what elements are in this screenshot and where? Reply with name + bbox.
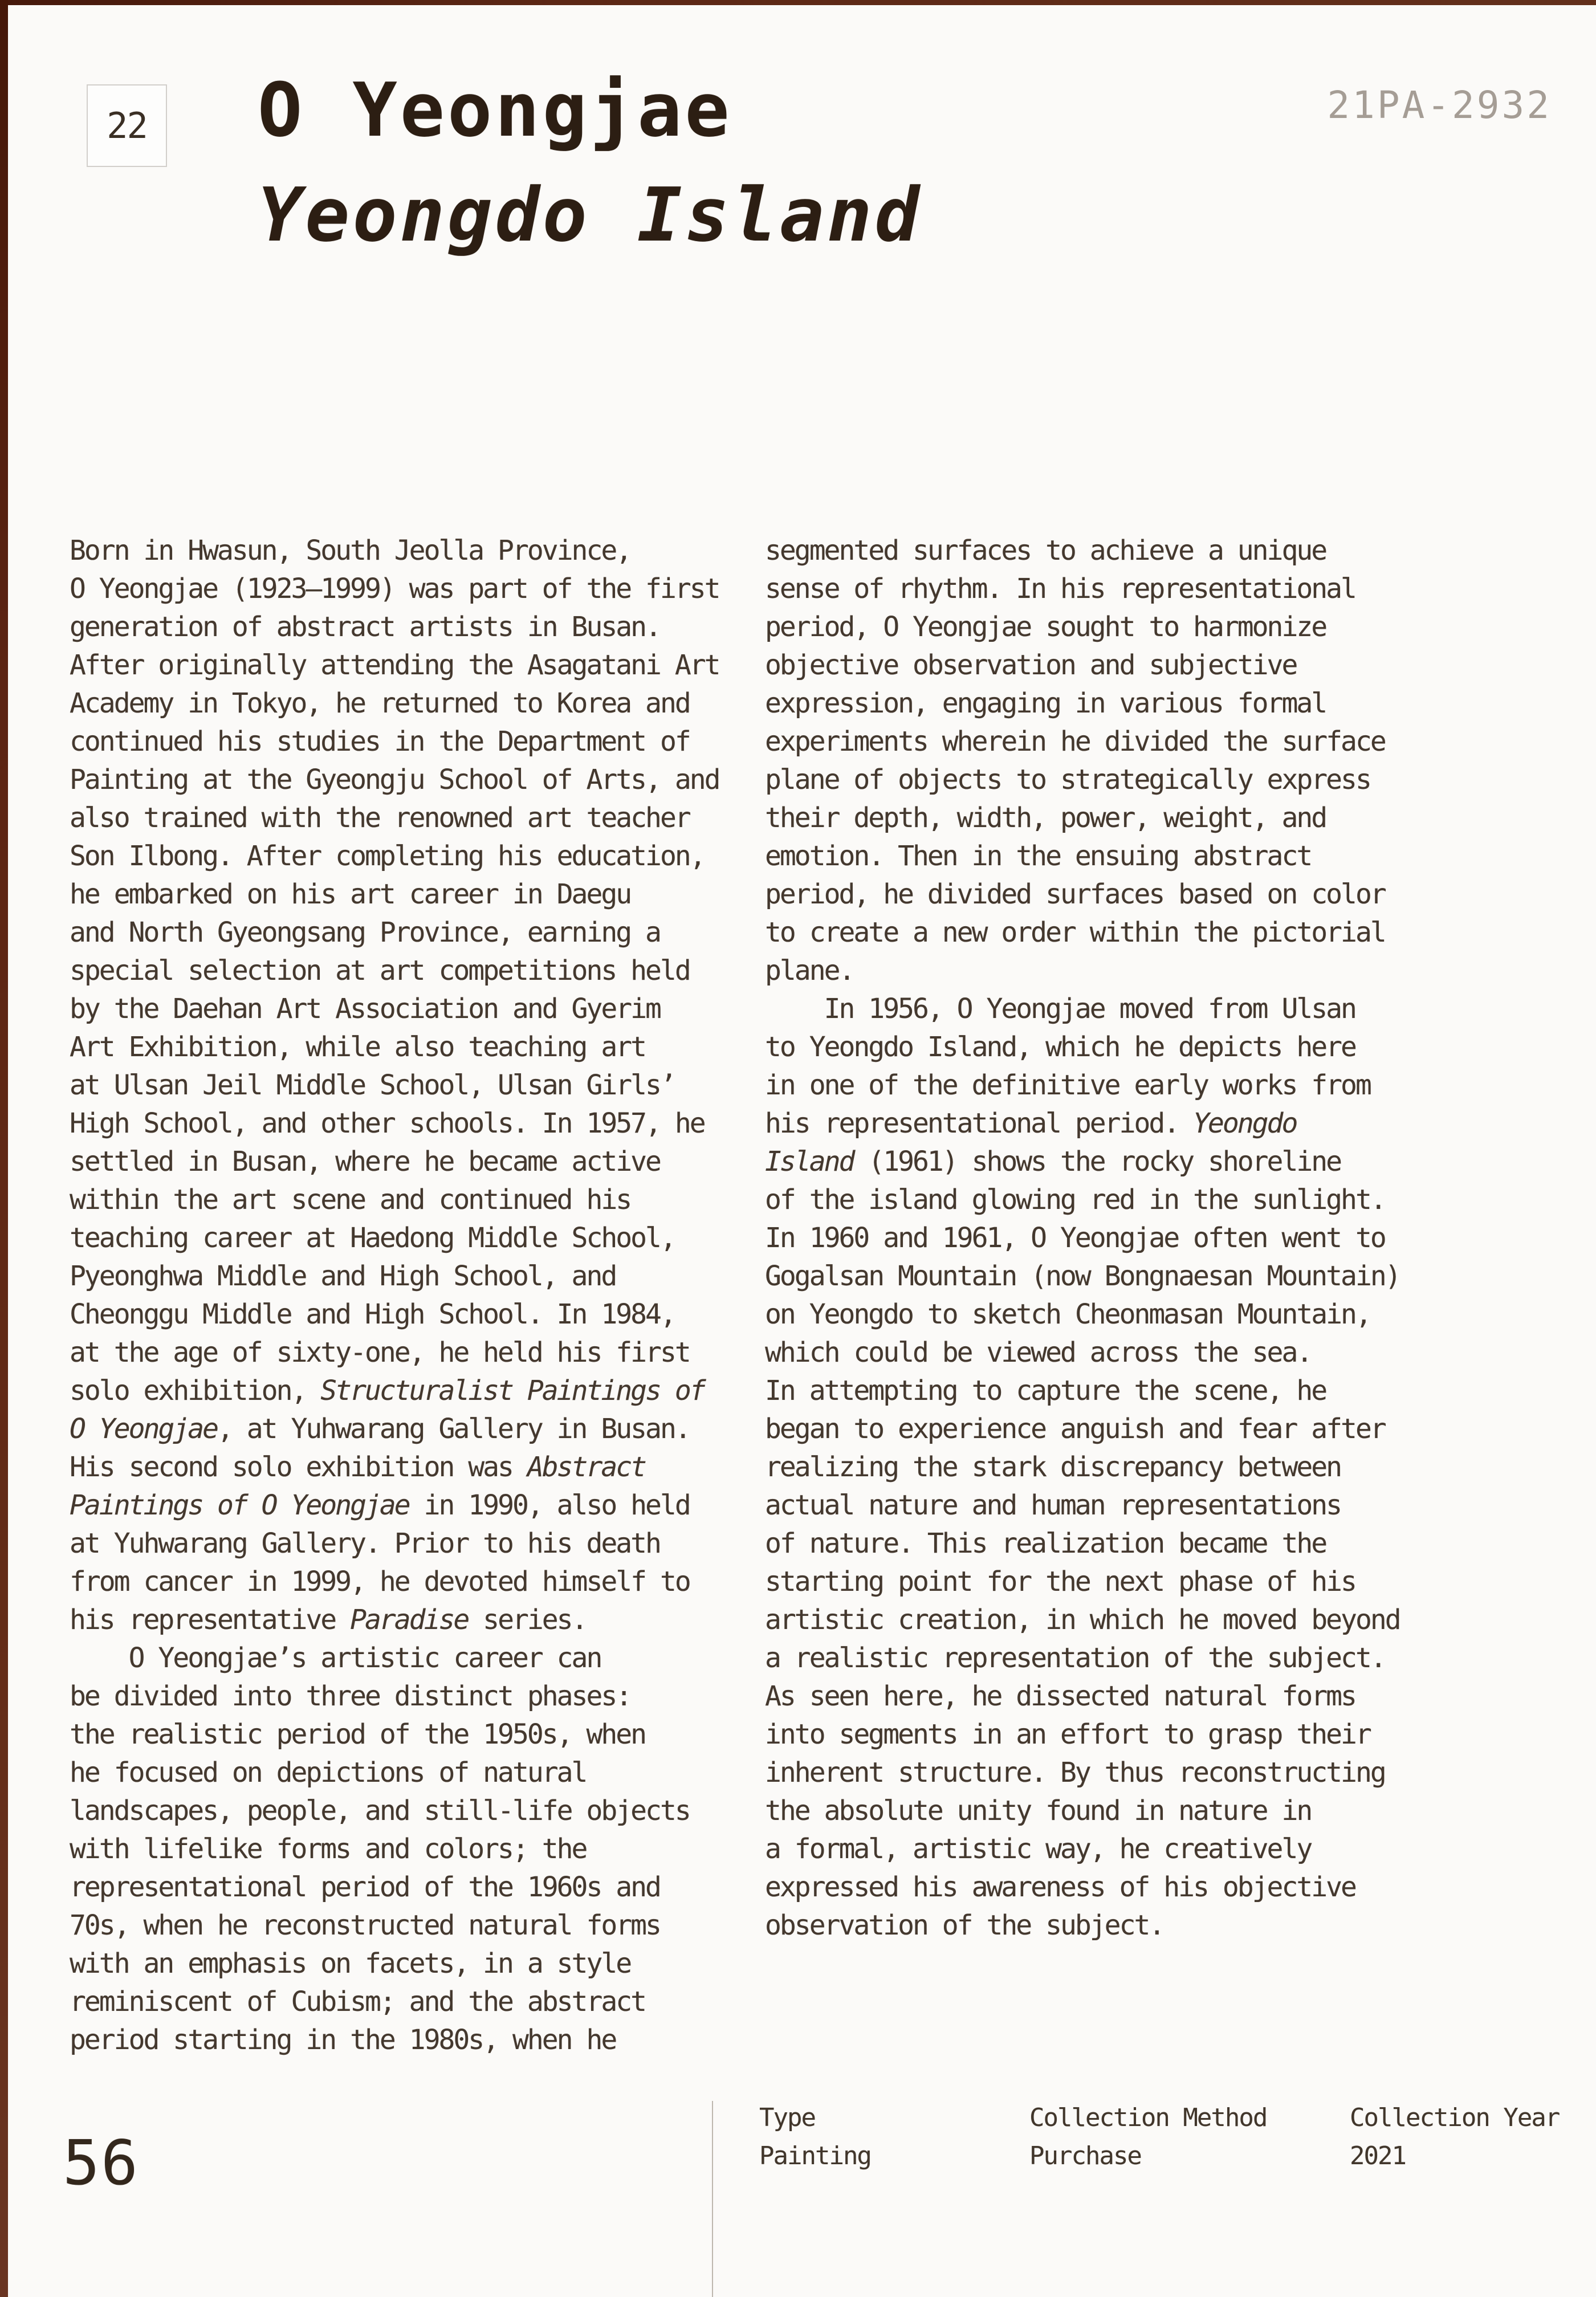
essay-line: Son Ilbong. After completing his education, — [70, 840, 705, 872]
essay-line: and North Gyeongsang Province, earning a — [70, 917, 660, 948]
essay-line: on Yeongdo to sketch Cheonmasan Mountain, — [765, 1298, 1370, 1330]
essay-line: After originally attending the Asagatani Art — [70, 649, 719, 681]
footer-metadata — [759, 2099, 1559, 2175]
meta-value: 2021 — [1350, 2141, 1406, 2170]
essay-line: period starting in the 1980s, when he — [70, 2024, 616, 2056]
essay-line: realizing the stark discrepancy between — [765, 1451, 1341, 1483]
essay-line: Pyeonghwa Middle and High School, and — [70, 1260, 616, 1292]
meta-value: Painting — [759, 2141, 871, 2170]
essay-line: he embarked on his art career in Daegu — [70, 878, 631, 910]
essay-line: he focused on depictions of natural — [70, 1757, 587, 1789]
essay-line: a realistic representation of the subject. — [765, 1642, 1385, 1674]
essay-line: segmented surfaces to achieve a unique — [765, 535, 1326, 567]
footer-divider-rule — [712, 2101, 713, 2297]
essay-line: into segments in an effort to grasp their — [765, 1718, 1370, 1750]
essay-line: at Yuhwarang Gallery. Prior to his death — [70, 1528, 660, 1559]
essay-right-column — [765, 532, 1432, 1945]
essay-line: their depth, width, power, weight, and — [765, 802, 1326, 834]
essay-line: reminiscent of Cubism; and the abstract — [70, 1986, 646, 2018]
essay-line: His second solo exhibition was Abstract — [70, 1451, 646, 1483]
footer-meta-column — [1029, 2099, 1350, 2175]
footer-meta-column — [759, 2099, 1029, 2175]
essay-line: Gogalsan Mountain (now Bongnaesan Mountain) — [765, 1260, 1400, 1292]
essay-line: In attempting to capture the scene, he — [765, 1375, 1326, 1407]
essay-line: O Yeongjae’s artistic career can — [70, 1642, 601, 1674]
essay-line: teaching career at Haedong Middle School, — [70, 1222, 675, 1254]
essay-line: starting point for the next phase of his — [765, 1566, 1355, 1598]
scan-edge-left — [0, 0, 8, 2297]
essay-line: In 1956, O Yeongjae moved from Ulsan — [765, 993, 1355, 1025]
essay-line: artistic creation, in which he moved beyond — [765, 1604, 1400, 1636]
footer-meta-column — [1350, 2099, 1559, 2175]
essay-line: his representational period. Yeongdo — [765, 1107, 1297, 1139]
essay-line: 70s, when he reconstructed natural forms — [70, 1909, 660, 1941]
essay-line: Paintings of O Yeongjae in 1990, also held — [70, 1489, 690, 1521]
essay-line: also trained with the renowned art teacher — [70, 802, 690, 834]
essay-line: landscapes, people, and still-life objects — [70, 1795, 690, 1827]
essay-line: Academy in Tokyo, he returned to Korea and — [70, 687, 690, 719]
essay-line: to Yeongdo Island, which he depicts here — [765, 1031, 1355, 1063]
essay-line: solo exhibition, Structuralist Paintings of — [70, 1375, 705, 1407]
essay-line: the realistic period of the 1950s, when — [70, 1718, 646, 1750]
essay-line: with an emphasis on facets, in a style — [70, 1948, 631, 1980]
essay-line: be divided into three distinct phases: — [70, 1680, 631, 1712]
essay-line: actual nature and human representations — [765, 1489, 1341, 1521]
accession-code: 21PA-2932 — [1327, 83, 1552, 127]
essay-line: experiments wherein he divided the surface — [765, 726, 1385, 757]
essay-line: In 1960 and 1961, O Yeongjae often went to — [765, 1222, 1385, 1254]
essay-line: from cancer in 1999, he devoted himself to — [70, 1566, 690, 1598]
essay-line: Born in Hwasun, South Jeolla Province, — [70, 535, 631, 567]
essay-line: at the age of sixty-one, he held his first — [70, 1337, 690, 1369]
meta-label: Collection Year — [1350, 2103, 1560, 2132]
essay-line: a formal, artistic way, he creatively — [765, 1833, 1312, 1865]
essay-line: representational period of the 1960s and — [70, 1871, 660, 1903]
essay-line: plane. — [765, 955, 854, 987]
scan-edge-top — [0, 0, 1596, 5]
essay-line: emotion. Then in the ensuing abstract — [765, 840, 1312, 872]
essay-line: which could be viewed across the sea. — [765, 1337, 1312, 1369]
essay-line: of the island glowing red in the sunlight. — [765, 1184, 1385, 1216]
catalog-number-badge — [87, 84, 167, 167]
artist-name: O Yeongjae — [258, 67, 732, 153]
essay-line: special selection at art competitions held — [70, 955, 690, 987]
essay-line: his representative Paradise series. — [70, 1604, 587, 1636]
essay-line: High School, and other schools. In 1957, he — [70, 1107, 705, 1139]
meta-label: Type — [759, 2103, 815, 2132]
essay-line: inherent structure. By thus reconstructing — [765, 1757, 1385, 1789]
essay-line: Cheonggu Middle and High School. In 1984, — [70, 1298, 675, 1330]
essay-line: O Yeongjae (1923–1999) was part of the first — [70, 573, 719, 605]
essay-line: observation of the subject. — [765, 1909, 1164, 1941]
catalog-number: 22 — [107, 105, 147, 146]
essay-line: generation of abstract artists in Busan. — [70, 611, 660, 643]
essay-line: at Ulsan Jeil Middle School, Ulsan Girls’ — [70, 1069, 675, 1101]
essay-line: objective observation and subjective — [765, 649, 1297, 681]
page-number: 56 — [63, 2128, 140, 2199]
meta-value: Purchase — [1029, 2141, 1141, 2170]
essay-line: O Yeongjae, at Yuhwarang Gallery in Busan. — [70, 1413, 690, 1445]
essay-line: Island (1961) shows the rocky shoreline — [765, 1146, 1341, 1178]
essay-line: sense of rhythm. In his representational — [765, 573, 1355, 605]
essay-line: Art Exhibition, while also teaching art — [70, 1031, 646, 1063]
essay-line: with lifelike forms and colors; the — [70, 1833, 587, 1865]
essay-line: to create a new order within the pictorial — [765, 917, 1385, 948]
essay-line: of nature. This realization became the — [765, 1528, 1326, 1559]
essay-line: expressed his awareness of his objective — [765, 1871, 1355, 1903]
essay-line: the absolute unity found in nature in — [765, 1795, 1312, 1827]
essay-line: continued his studies in the Department of — [70, 726, 690, 757]
essay-line: period, he divided surfaces based on color — [765, 878, 1385, 910]
essay-line: expression, engaging in various formal — [765, 687, 1326, 719]
essay-line: As seen here, he dissected natural forms — [765, 1680, 1355, 1712]
essay-line: began to experience anguish and fear after — [765, 1413, 1385, 1445]
essay-line: Painting at the Gyeongju School of Arts, and — [70, 764, 719, 796]
essay-line: settled in Busan, where he became active — [70, 1146, 660, 1178]
essay-line: plane of objects to strategically express — [765, 764, 1370, 796]
essay-line: in one of the definitive early works from — [765, 1069, 1370, 1101]
meta-label: Collection Method — [1029, 2103, 1267, 2132]
artwork-title: Yeongdo Island — [258, 172, 922, 258]
essay-line: within the art scene and continued his — [70, 1184, 631, 1216]
essay-line: period, O Yeongjae sought to harmonize — [765, 611, 1326, 643]
essay-line: by the Daehan Art Association and Gyerim — [70, 993, 660, 1025]
essay-left-column — [70, 532, 736, 2059]
